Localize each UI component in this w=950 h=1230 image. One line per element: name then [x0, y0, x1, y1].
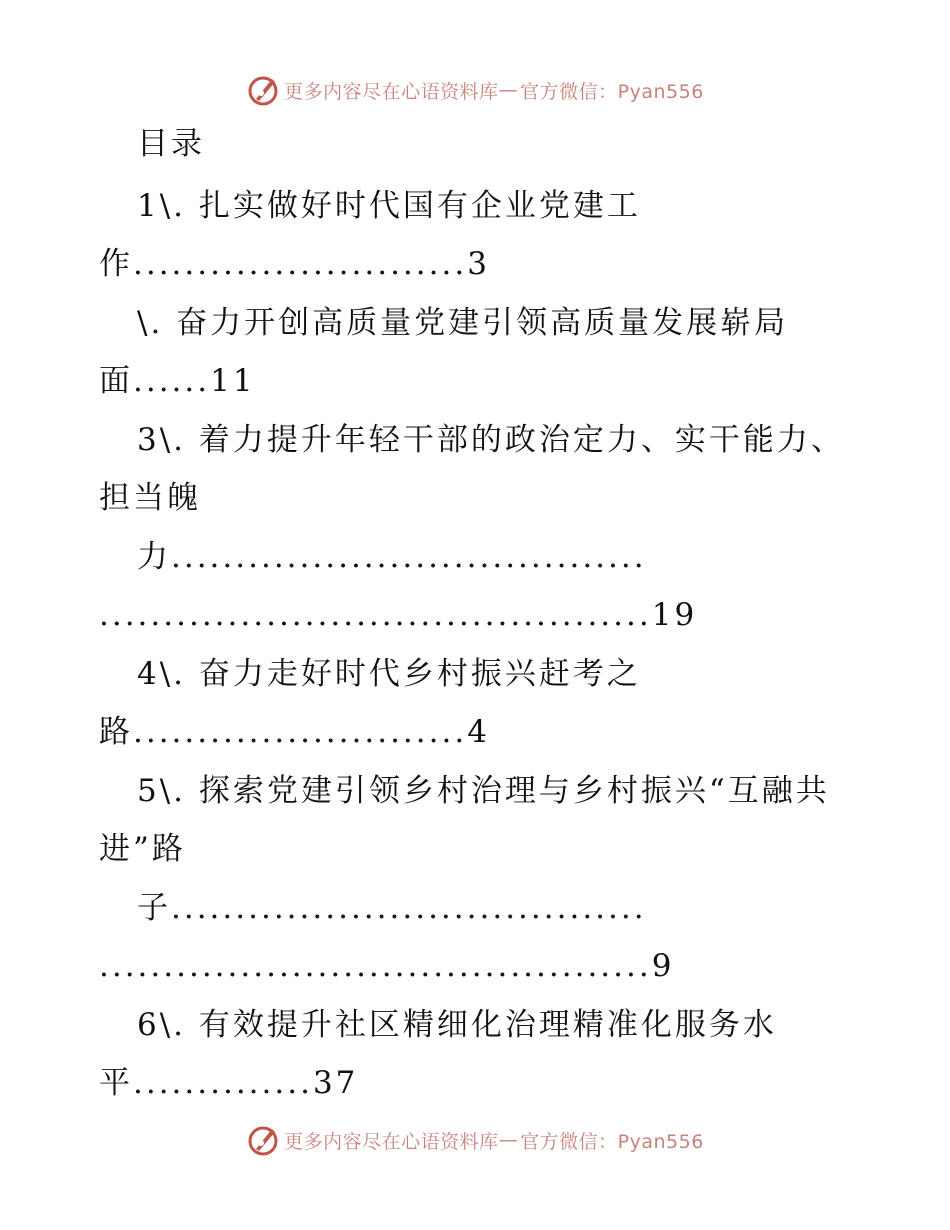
toc-line: 力..................................... [137, 539, 647, 575]
banner-dash: — [498, 1129, 519, 1151]
banner-text: 更多内容尽在心语资料库 [284, 1130, 499, 1153]
toc-line: 平..............37 [99, 1065, 359, 1101]
banner-wechat: 官方微信：Pyan556 [520, 1130, 704, 1153]
toc-title: 目录 [137, 126, 205, 162]
toc-line: 担当魄 [99, 480, 201, 516]
toc-line: 5\. 探索党建引领乡村治理与乡村振兴“互融共 [137, 773, 830, 809]
toc-line: 1\. 扎实做好时代国有企业党建工 [137, 188, 641, 224]
toc-line: ...........................................9 [99, 948, 675, 984]
watermark-banner-bottom [0, 1120, 950, 1160]
toc-line: 路..........................4 [99, 714, 490, 750]
pen-logo-icon [246, 73, 280, 107]
toc-line: 进”路 [99, 831, 186, 867]
toc-line: 作..........................3 [99, 246, 490, 282]
toc-line: \. 奋力开创高质量党建引领高质量发展崭局 [137, 305, 789, 341]
toc-line: ...........................................19 [99, 597, 698, 633]
banner-dash: — [498, 79, 519, 101]
toc-line: 子..................................... [137, 890, 647, 926]
watermark-banner-top [0, 70, 950, 110]
banner-wechat: 官方微信：Pyan556 [520, 80, 704, 103]
toc-line: 面......11 [99, 363, 256, 399]
toc-line: 6\. 有效提升社区精细化治理精准化服务水 [137, 1007, 777, 1043]
banner-text: 更多内容尽在心语资料库 [284, 80, 499, 103]
toc-line: 3\. 着力提升年轻干部的政治定力、实干能力、 [137, 422, 845, 458]
toc-line: 4\. 奋力走好时代乡村振兴赶考之 [137, 656, 641, 692]
pen-logo-icon [246, 1123, 280, 1157]
